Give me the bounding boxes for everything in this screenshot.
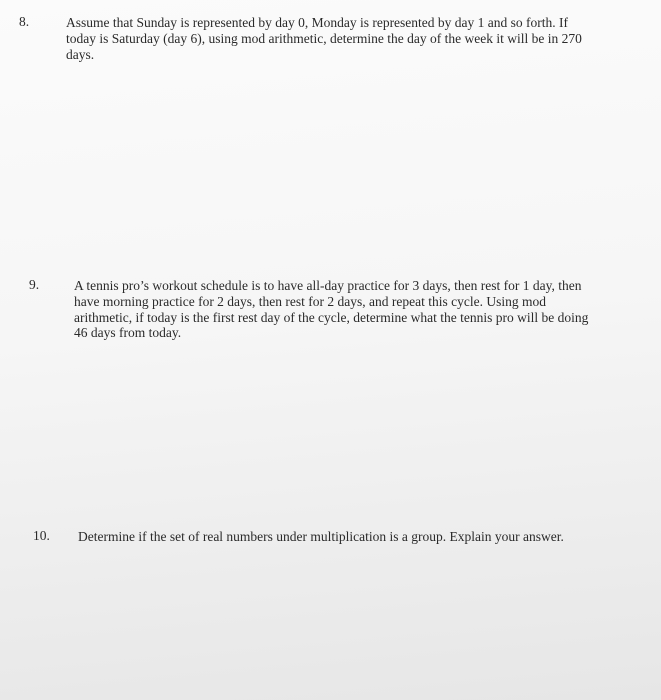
question-text — [78, 529, 638, 545]
question-text-line: days. — [66, 46, 95, 62]
question-text-line: Determine if the set of real numbers under multiplication is a group. Explain your answer. — [78, 529, 564, 544]
question-text-line: arithmetic, if today is the first rest day of the cycle, determine what the tennis pro will be doing — [74, 309, 589, 325]
question-text — [66, 15, 646, 62]
question-text — [74, 278, 644, 341]
question-number: 10. — [33, 528, 50, 543]
question-text-line: today is Saturday (day 6), using mod arithmetic, determine the day of the week it will be in 270 — [66, 30, 582, 46]
question-text-line: have morning practice for 2 days, then rest for 2 days, and repeat this cycle. Using mod — [74, 293, 546, 309]
question-text-line: Assume that Sunday is represented by day 0, Monday is represented by day 1 and so forth. If — [66, 15, 569, 30]
question-number: 9. — [29, 277, 40, 292]
question-text-line: 46 days from today. — [74, 325, 182, 341]
question-number: 8. — [19, 14, 30, 29]
question-text-line: A tennis pro’s workout schedule is to have all-day practice for 3 days, then rest for 1 day, then — [74, 278, 582, 293]
